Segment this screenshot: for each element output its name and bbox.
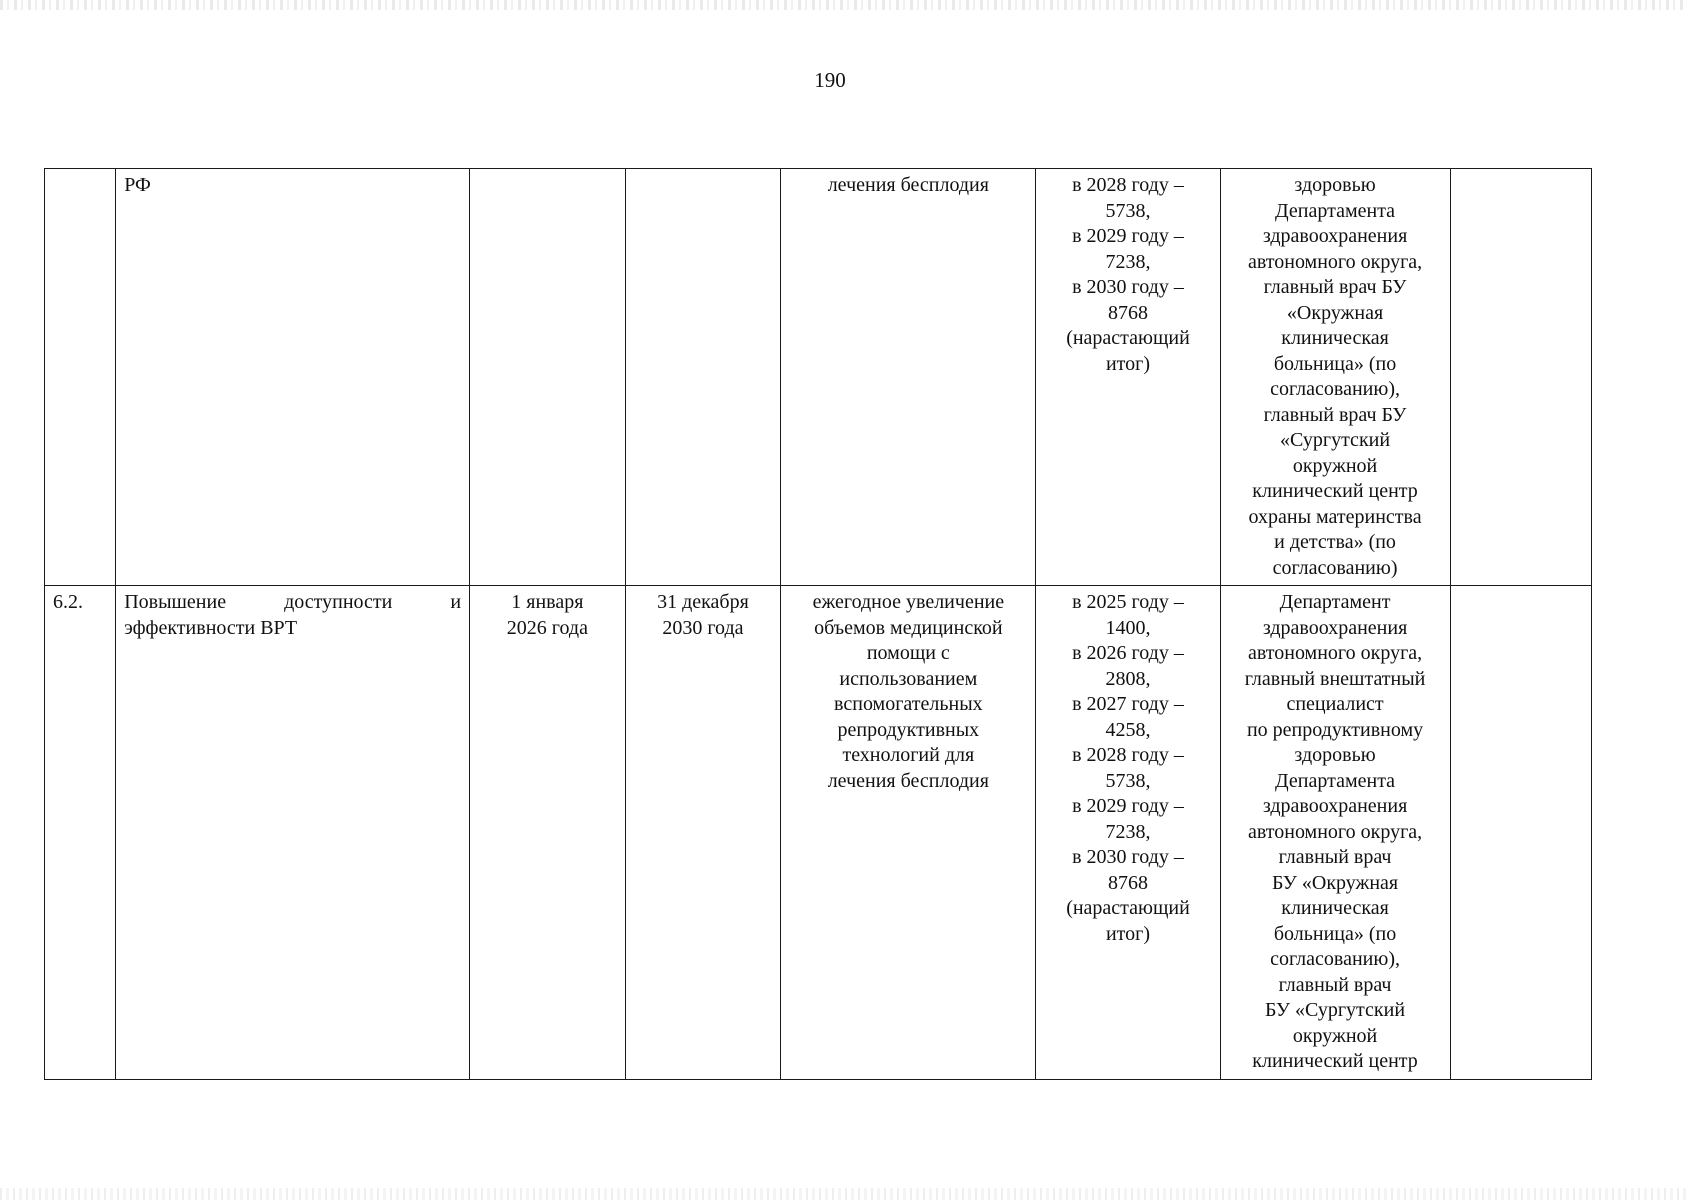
cell-responsible	[1220, 586, 1450, 1080]
start-line: 1 января	[511, 591, 584, 613]
value-line: итог)	[1105, 352, 1151, 375]
result-line: использованием	[839, 667, 978, 690]
cell-result: лечения бесплодия	[781, 169, 1036, 586]
responsible-line: здравоохранения	[1262, 225, 1408, 247]
responsible-line: автономного округа,	[1247, 642, 1423, 664]
responsible-line: здравоохранения	[1262, 616, 1408, 639]
responsible-line: и детства» (по	[1274, 531, 1396, 553]
responsible-line: здравоохранения	[1262, 795, 1408, 817]
cell-number: 6.2.	[45, 586, 116, 1080]
table-row	[45, 586, 1592, 1080]
responsible-line: окружной	[1292, 1024, 1378, 1047]
responsible-line: БУ «Окружная	[1271, 871, 1399, 894]
cell-start	[470, 586, 626, 1080]
responsible-line: клинический центр	[1252, 1050, 1418, 1072]
value-line: в 2030 году –	[1072, 846, 1184, 868]
responsible-line: клинический центр	[1252, 480, 1418, 502]
end-line: 2030 года	[662, 616, 744, 639]
value-line: в 2029 году –	[1072, 225, 1184, 247]
responsible-line: «Окружная	[1286, 301, 1384, 324]
cell-start	[470, 169, 626, 586]
value-line: 5738,	[1105, 199, 1151, 222]
responsible-line: клиническая	[1281, 897, 1389, 919]
measures-table	[44, 168, 1592, 1080]
scan-edge-bottom	[0, 1188, 1686, 1200]
result-line: помощи с	[866, 642, 950, 664]
responsible-line: согласованию),	[1270, 948, 1400, 970]
value-line: 8768	[1107, 871, 1148, 894]
result-line: объемов медицинской	[814, 616, 1003, 639]
cell-number	[45, 169, 116, 586]
responsible-line: главный врач БУ	[1263, 276, 1407, 298]
responsible-line: по репродуктивному	[1246, 718, 1424, 741]
value-line: итог)	[1105, 922, 1151, 945]
result-line: лечения бесплодия	[827, 769, 989, 792]
responsible-line: «Сургутский	[1280, 429, 1391, 451]
cell-name: Повышение доступности и эффективности ВРТ	[116, 586, 470, 1080]
value-line: 7238,	[1105, 250, 1151, 273]
value-line: 5738,	[1105, 769, 1151, 792]
responsible-line: согласованию),	[1270, 378, 1400, 400]
responsible-line: окружной	[1292, 454, 1378, 477]
responsible-line: охраны материнства	[1248, 505, 1422, 528]
responsible-line: БУ «Сургутский	[1265, 999, 1406, 1021]
value-line: 7238,	[1105, 820, 1151, 843]
start-line: 2026 года	[506, 616, 588, 639]
value-line: в 2030 году –	[1072, 276, 1184, 298]
responsible-line: главный врач БУ	[1263, 403, 1407, 426]
value-line: 2808,	[1105, 667, 1151, 690]
value-line: 8768	[1107, 301, 1148, 324]
responsible-line: Департамента	[1275, 769, 1396, 792]
value-line: (нарастающий	[1066, 327, 1190, 349]
result-line: репродуктивных	[837, 718, 980, 741]
responsible-line: здоровью	[1294, 174, 1376, 196]
page-number: 190	[814, 68, 846, 92]
responsible-line: специалист	[1286, 693, 1384, 715]
scan-edge-top	[0, 0, 1686, 10]
responsible-line: автономного округа,	[1247, 250, 1423, 273]
cell-responsible	[1220, 169, 1450, 586]
result-line: ежегодное увеличение	[812, 591, 1005, 613]
responsible-line: больница» (по	[1273, 352, 1397, 375]
cell-name: РФ	[116, 169, 470, 586]
responsible-line: больница» (по	[1273, 922, 1397, 945]
value-line: в 2029 году –	[1072, 795, 1184, 817]
responsible-line: главный внештатный	[1244, 667, 1426, 690]
cell-last	[1450, 169, 1591, 586]
responsible-line: клиническая	[1281, 327, 1389, 349]
value-line: 4258,	[1105, 718, 1151, 741]
value-line: (нарастающий	[1066, 897, 1190, 919]
cell-end	[625, 586, 781, 1080]
responsible-line: автономного округа,	[1247, 820, 1423, 843]
value-line: в 2025 году –	[1072, 591, 1184, 613]
cell-end	[625, 169, 781, 586]
value-line: в 2026 году –	[1072, 642, 1184, 664]
responsible-line: главный врач	[1278, 973, 1392, 996]
result-line: технологий для	[842, 744, 975, 766]
table-row	[45, 169, 1592, 586]
value-line: 1400,	[1105, 616, 1151, 639]
responsible-line: здоровью	[1294, 744, 1376, 766]
responsible-line: согласованию)	[1272, 556, 1398, 579]
cell-values	[1036, 586, 1220, 1080]
responsible-line: Департамента	[1275, 199, 1396, 222]
result-line: вспомогательных	[834, 693, 983, 715]
cell-result	[781, 586, 1036, 1080]
value-line: в 2027 году –	[1072, 693, 1184, 715]
responsible-line: Департамент	[1279, 591, 1391, 613]
value-line: в 2028 году –	[1072, 744, 1184, 766]
end-line: 31 декабря	[657, 591, 749, 613]
cell-values	[1036, 169, 1220, 586]
cell-last	[1450, 586, 1591, 1080]
value-line: в 2028 году –	[1072, 174, 1184, 196]
responsible-line: главный врач	[1278, 846, 1392, 868]
